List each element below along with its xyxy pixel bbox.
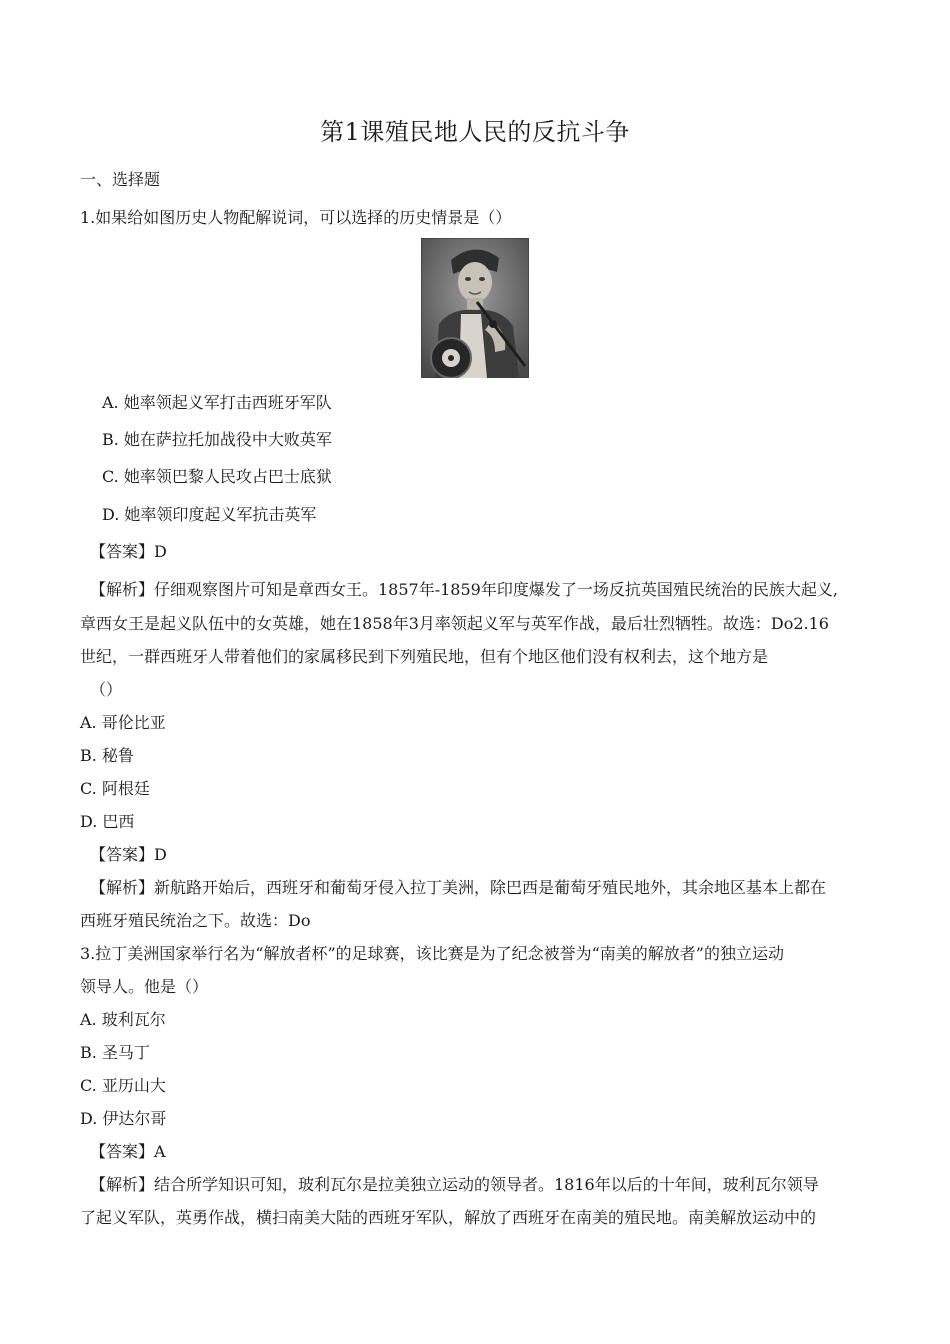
question-1-analysis-line: 【解析】仔细观察图片可知是章西女王。1857年-1859年印度爆发了一场反抗英国殖民统治的民族大起义,	[90, 580, 838, 599]
question-2-option-d: D. 巴西	[80, 812, 135, 831]
question-3-option-a: A. 玻利瓦尔	[80, 1010, 166, 1029]
question-3-analysis-line: 【解析】结合所学知识可知，玻利瓦尔是拉美独立运动的领导者。1816年以后的十年间，玻利瓦尔领导	[90, 1175, 819, 1194]
question-2-analysis-line: 西班牙殖民统治之下。故选：Do	[80, 911, 311, 930]
question-1-option-b: B. 她在萨拉托加战役中大败英军	[102, 430, 332, 449]
question-2-option-b: B. 秘鲁	[80, 746, 134, 765]
question-2-option-c: C. 阿根廷	[80, 779, 150, 798]
question-3-option-c: C. 亚历山大	[80, 1076, 166, 1095]
question-3-option-d: D. 伊达尔哥	[80, 1109, 167, 1128]
historical-figure-portrait	[421, 238, 529, 378]
question-1-answer: 【答案】D	[90, 542, 167, 561]
page-title: 第1课殖民地人民的反抗斗争	[320, 118, 630, 146]
question-1-option-c: C. 她率领巴黎人民攻占巴士底狱	[102, 467, 332, 486]
question-1-option-d: D. 她率领印度起义军抗击英军	[102, 505, 317, 524]
question-1-option-a: A. 她率领起义军打击西班牙军队	[102, 393, 332, 412]
question-1-analysis-line: 章西女王是起义队伍中的女英雄，她在1858年3月率领起义军与英军作战，最后壮烈牺牲。故选：Do2.16	[80, 614, 829, 633]
question-3-stem-line: 领导人。他是（）	[80, 977, 209, 996]
question-1-analysis-line: 世纪，一群西班牙人带着他们的家属移民到下列殖民地，但有个地区他们没有权利去，这个地方是	[80, 647, 769, 666]
question-3-analysis-line: 了起义军队，英勇作战，横扫南美大陆的西班牙军队，解放了西班牙在南美的殖民地。南美解放运动中的	[80, 1208, 817, 1227]
section-heading: 一、选择题	[80, 170, 161, 189]
question-3-stem-line: 3.拉丁美洲国家举行名为“解放者杯”的足球赛，该比赛是为了纪念被誉为“南美的解放者”的独立运动	[80, 944, 784, 963]
question-2-analysis-line: 【解析】新航路开始后，西班牙和葡萄牙侵入拉丁美洲，除巴西是葡萄牙殖民地外，其余地区基本上都在	[90, 878, 827, 897]
question-1-stem: 1.如果给如图历史人物配解说词，可以选择的历史情景是（）	[80, 208, 512, 227]
question-3-answer: 【答案】A	[90, 1142, 166, 1161]
question-3-option-b: B. 圣马丁	[80, 1043, 150, 1062]
question-2-option-a: A. 哥伦比亚	[80, 713, 166, 732]
question-2-answer: 【答案】D	[90, 845, 167, 864]
question-1-analysis-line: （）	[90, 680, 123, 699]
